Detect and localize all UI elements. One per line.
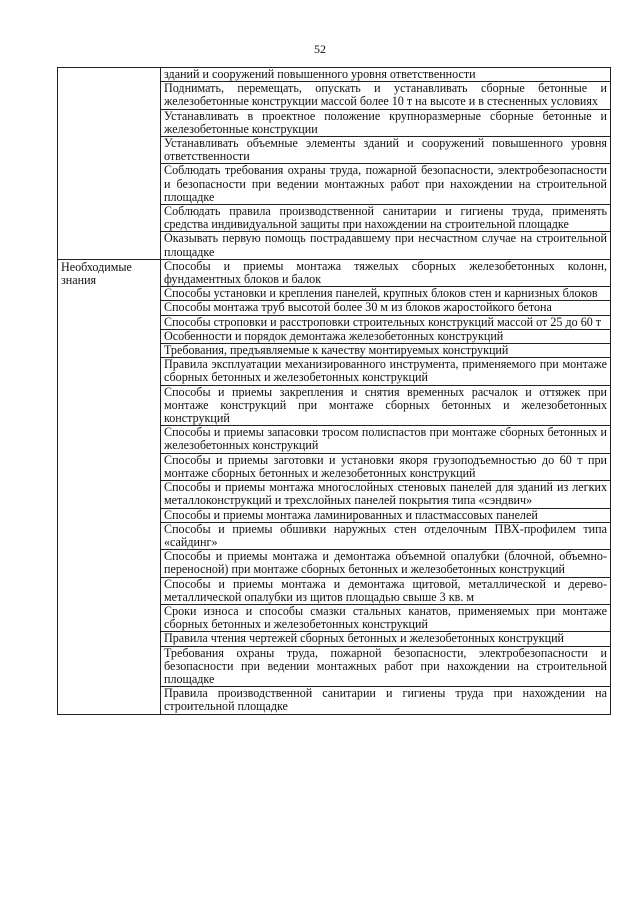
knowledge-item: Способы и приемы монтажа ламинированных и пластмассовых панелей <box>161 508 611 522</box>
page-number: 52 <box>314 42 326 56</box>
knowledge-item: Способы строповки и расстроповки строительных конструкций массой от 25 до 60 т <box>161 315 611 329</box>
knowledge-item: Способы и приемы запасовки тросом полиспастов при монтаже сборных бетонных и железобетонных конструкций <box>161 426 611 453</box>
knowledge-item: Способы и приемы монтажа и демонтажа щитовой, металлической и дерево-металлической опалубки из щитов площадью свыше 3 кв. м <box>161 577 611 604</box>
knowledge-item: Способы и приемы заготовки и установки якоря грузоподъемностью до 60 т при монтаже сборных бетонных и железобетонных конструкций <box>161 453 611 480</box>
skills-label-cell <box>58 68 161 260</box>
table-body <box>58 68 611 715</box>
knowledge-item: Сроки износа и способы смазки стальных канатов, применяемых при монтаже сборных бетонных и железобетонных конструкций <box>161 604 611 631</box>
knowledge-item: Способы и приемы монтажа многослойных стеновых панелей для зданий из легких металлоконструкций и трехслойных панелей покрытия типа «сэндвич» <box>161 481 611 508</box>
knowledge-item: Способы и приемы монтажа и демонтажа объемной опалубки (блочной, объемно-переносной) при монтаже сборных бетонных и железобетонных конструкций <box>161 550 611 577</box>
skill-item: Соблюдать требования охраны труда, пожарной безопасности, электробезопасности и безопасности при ведении монтажных работ при нахождении на строительной площадке <box>161 164 611 205</box>
table-row <box>58 259 611 286</box>
knowledge-item: Правила чтения чертежей сборных бетонных и железобетонных конструкций <box>161 632 611 646</box>
knowledge-item: Способы установки и крепления панелей, крупных блоков стен и карнизных блоков <box>161 287 611 301</box>
skill-item: зданий и сооружений повышенного уровня ответственности <box>161 68 611 82</box>
knowledge-item: Требования охраны труда, пожарной безопасности, электробезопасности и безопасности при ведении монтажных работ при нахождении на строительной площадке <box>161 646 611 687</box>
skill-item: Устанавливать в проектное положение крупноразмерные сборные бетонные и железобетонные конструкции <box>161 109 611 136</box>
knowledge-item: Особенности и порядок демонтажа железобетонных конструкций <box>161 329 611 343</box>
knowledge-item: Правила производственной санитарии и гигиены труда при нахождении на строительной площадке <box>161 687 611 714</box>
knowledge-label: Необходимые знания <box>61 259 132 288</box>
skill-item: Соблюдать правила производственной санитарии и гигиены труда, применять средства индивидуальной защиты при нахождении на строительной площадке <box>161 205 611 232</box>
knowledge-item: Способы и приемы монтажа тяжелых сборных железобетонных колонн, фундаментных блоков и балок <box>161 259 611 286</box>
knowledge-item: Способы и приемы обшивки наружных стен отделочным ПВХ-профилем типа «сайдинг» <box>161 522 611 549</box>
table-row <box>58 68 611 82</box>
skill-item: Оказывать первую помощь пострадавшему при несчастном случае на строительной площадке <box>161 232 611 259</box>
requirements-table <box>57 67 611 715</box>
skill-item: Устанавливать объемные элементы зданий и сооружений повышенного уровня ответственности <box>161 137 611 164</box>
skill-item: Поднимать, перемещать, опускать и устанавливать сборные бетонные и железобетонные конструкции массой более 10 т на высоте и в стесненных условиях <box>161 82 611 109</box>
knowledge-item: Способы и приемы закрепления и снятия временных расчалок и оттяжек при монтаже конструкций при монтаже сборных бетонных и железобетонных конструкций <box>161 385 611 426</box>
skills-label <box>61 68 157 69</box>
knowledge-item: Требования, предъявляемые к качеству монтируемых конструкций <box>161 344 611 358</box>
knowledge-label-cell <box>58 259 161 714</box>
knowledge-item: Способы монтажа труб высотой более 30 м из блоков жаростойкого бетона <box>161 301 611 315</box>
knowledge-item: Правила эксплуатации механизированного инструмента, применяемого при монтаже сборных бетонных и железобетонных конструкций <box>161 358 611 385</box>
